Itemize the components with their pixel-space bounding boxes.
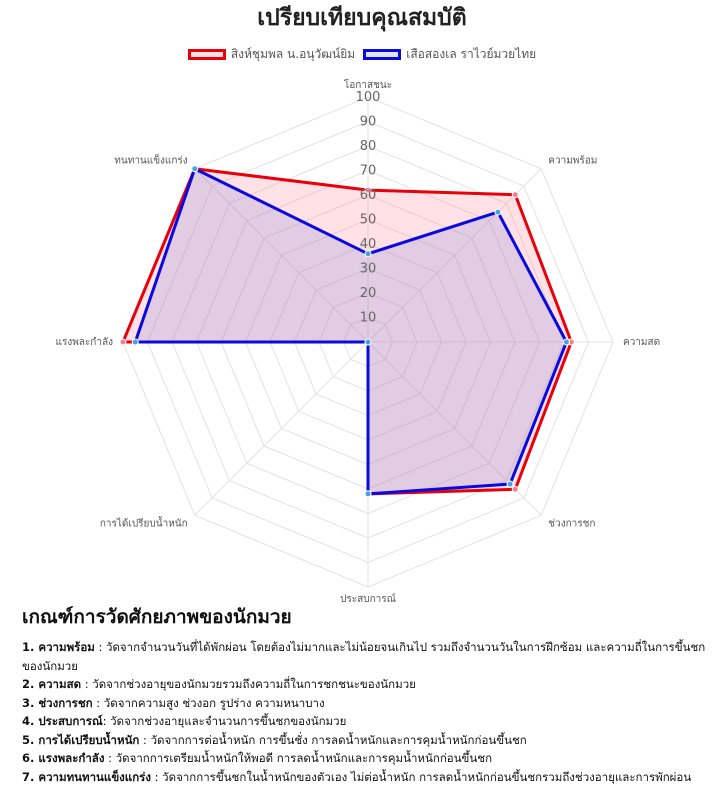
criteria-item-desc: : วัดจากความสูง ช่วงอก รูปร่าง ความหนาบาง (92, 695, 325, 710)
criteria-item-label: 7. ความทนทานแข็งแกร่ง (22, 769, 151, 784)
tick-label: 50 (359, 212, 377, 228)
category-label: ความสด (623, 337, 661, 348)
criteria-item-desc: : วัดจากจำนวนวันที่ได้พักผ่อน โดยต้องไม่มากและไม่น้อยจนเกินไป รวมถึงจำนวนวันในการฝึกซ้อม และความถี่ในการขึ้นชกของนักมวย (22, 640, 706, 673)
category-label: ความพร้อม (548, 155, 598, 167)
data-point-series-1 (512, 486, 518, 492)
chart-title: เปรียบเทียบคุณสมบัติ (257, 5, 467, 31)
data-point-series-1 (512, 192, 518, 198)
criteria-item-desc: : วัดจากการต่อน้ำหนัก การขึ้นชั่ง การลดน้ำหนักและการคุมน้ำหนักก่อนขึ้นชก (139, 732, 527, 747)
criteria-heading: เกณฑ์การวัดศักยภาพของนักมวย (22, 606, 292, 628)
legend-swatch-red (188, 49, 226, 60)
tick-label: 70 (359, 163, 377, 179)
criteria-item (22, 731, 712, 750)
category-label: แรงพละกำลัง (55, 337, 113, 348)
criteria-item (22, 768, 712, 787)
tick-label: 30 (359, 261, 377, 277)
category-label: ทนทานแข็งแกร่ง (114, 155, 188, 167)
criteria-list (22, 638, 712, 786)
tick-label: 80 (359, 139, 377, 154)
criteria-item (22, 749, 712, 768)
legend-label-series-1: สิงห์ชุมพล น.อนุวัฒน์ยิม (230, 46, 356, 61)
chart-legend (0, 44, 724, 64)
criteria-item-label: 1. ความพร้อม (22, 640, 95, 654)
tick-label: 100 (355, 90, 381, 105)
category-label: การได้เปรียบน้ำหนัก (99, 518, 188, 530)
criteria-item-desc: : วัดจากช่วงอายุของนักมวยรวมถึงความถี่ในการชกชนะของนักมวย (81, 677, 416, 691)
data-point-series-2 (563, 339, 569, 345)
grid-spoke (195, 342, 368, 515)
data-point-series-2 (192, 166, 198, 172)
criteria-item-label: 5. การได้เปรียบน้ำหนัก (22, 732, 140, 747)
criteria-item-desc: : วัดจากการขึ้นชกในน้ำหนักของตัวเอง ไม่ต่อน้ำหนัก การลดน้ำหนักก่อนขึ้นชกรวมถึงช่วงอายุและการพักผ่อน (150, 769, 692, 784)
data-point-series-2 (365, 339, 371, 345)
criteria-section (22, 604, 712, 786)
tick-label: 40 (359, 237, 377, 252)
criteria-item-label: 6. แรงพละกำลัง (22, 751, 105, 765)
data-point-series-1 (120, 339, 126, 345)
data-point-series-2 (365, 491, 371, 497)
legend-swatch-blue (363, 49, 401, 60)
data-point-series-2 (495, 209, 501, 215)
legend-label-series-2: เสือสองเล ราไวย์มวยไทย (406, 46, 537, 61)
tick-label: 20 (359, 286, 377, 301)
tick-label: 10 (359, 310, 377, 326)
category-label: ช่วงการชก (548, 518, 596, 530)
tick-label: 60 (359, 188, 377, 203)
criteria-item-label: 2. ความสด (22, 677, 82, 691)
criteria-item-label: 4. ประสบการณ์ (22, 714, 103, 728)
criteria-item (22, 712, 712, 731)
data-point-series-2 (132, 339, 138, 345)
legend-item-series-1[interactable] (188, 45, 355, 64)
criteria-item (22, 638, 712, 675)
criteria-item (22, 694, 712, 713)
criteria-item-desc: : วัดจากช่วงอายุและจำนวนการขึ้นชกของนักมวย (102, 714, 347, 728)
tick-label: 90 (359, 114, 377, 130)
legend-item-series-2[interactable] (363, 45, 536, 64)
criteria-item (22, 675, 712, 694)
data-point-series-2 (507, 481, 513, 487)
criteria-item-label: 3. ช่วงการชก (22, 695, 93, 710)
category-label: โอกาสชนะ (343, 80, 393, 91)
radar-chart (0, 64, 724, 604)
category-label: ประสบการณ์ (340, 594, 396, 604)
criteria-item-desc: : วัดจากการเตรียมน้ำหนักให้พอดี การลดน้ำหนักและการคุมน้ำหนักก่อนขึ้นชก (104, 751, 493, 765)
